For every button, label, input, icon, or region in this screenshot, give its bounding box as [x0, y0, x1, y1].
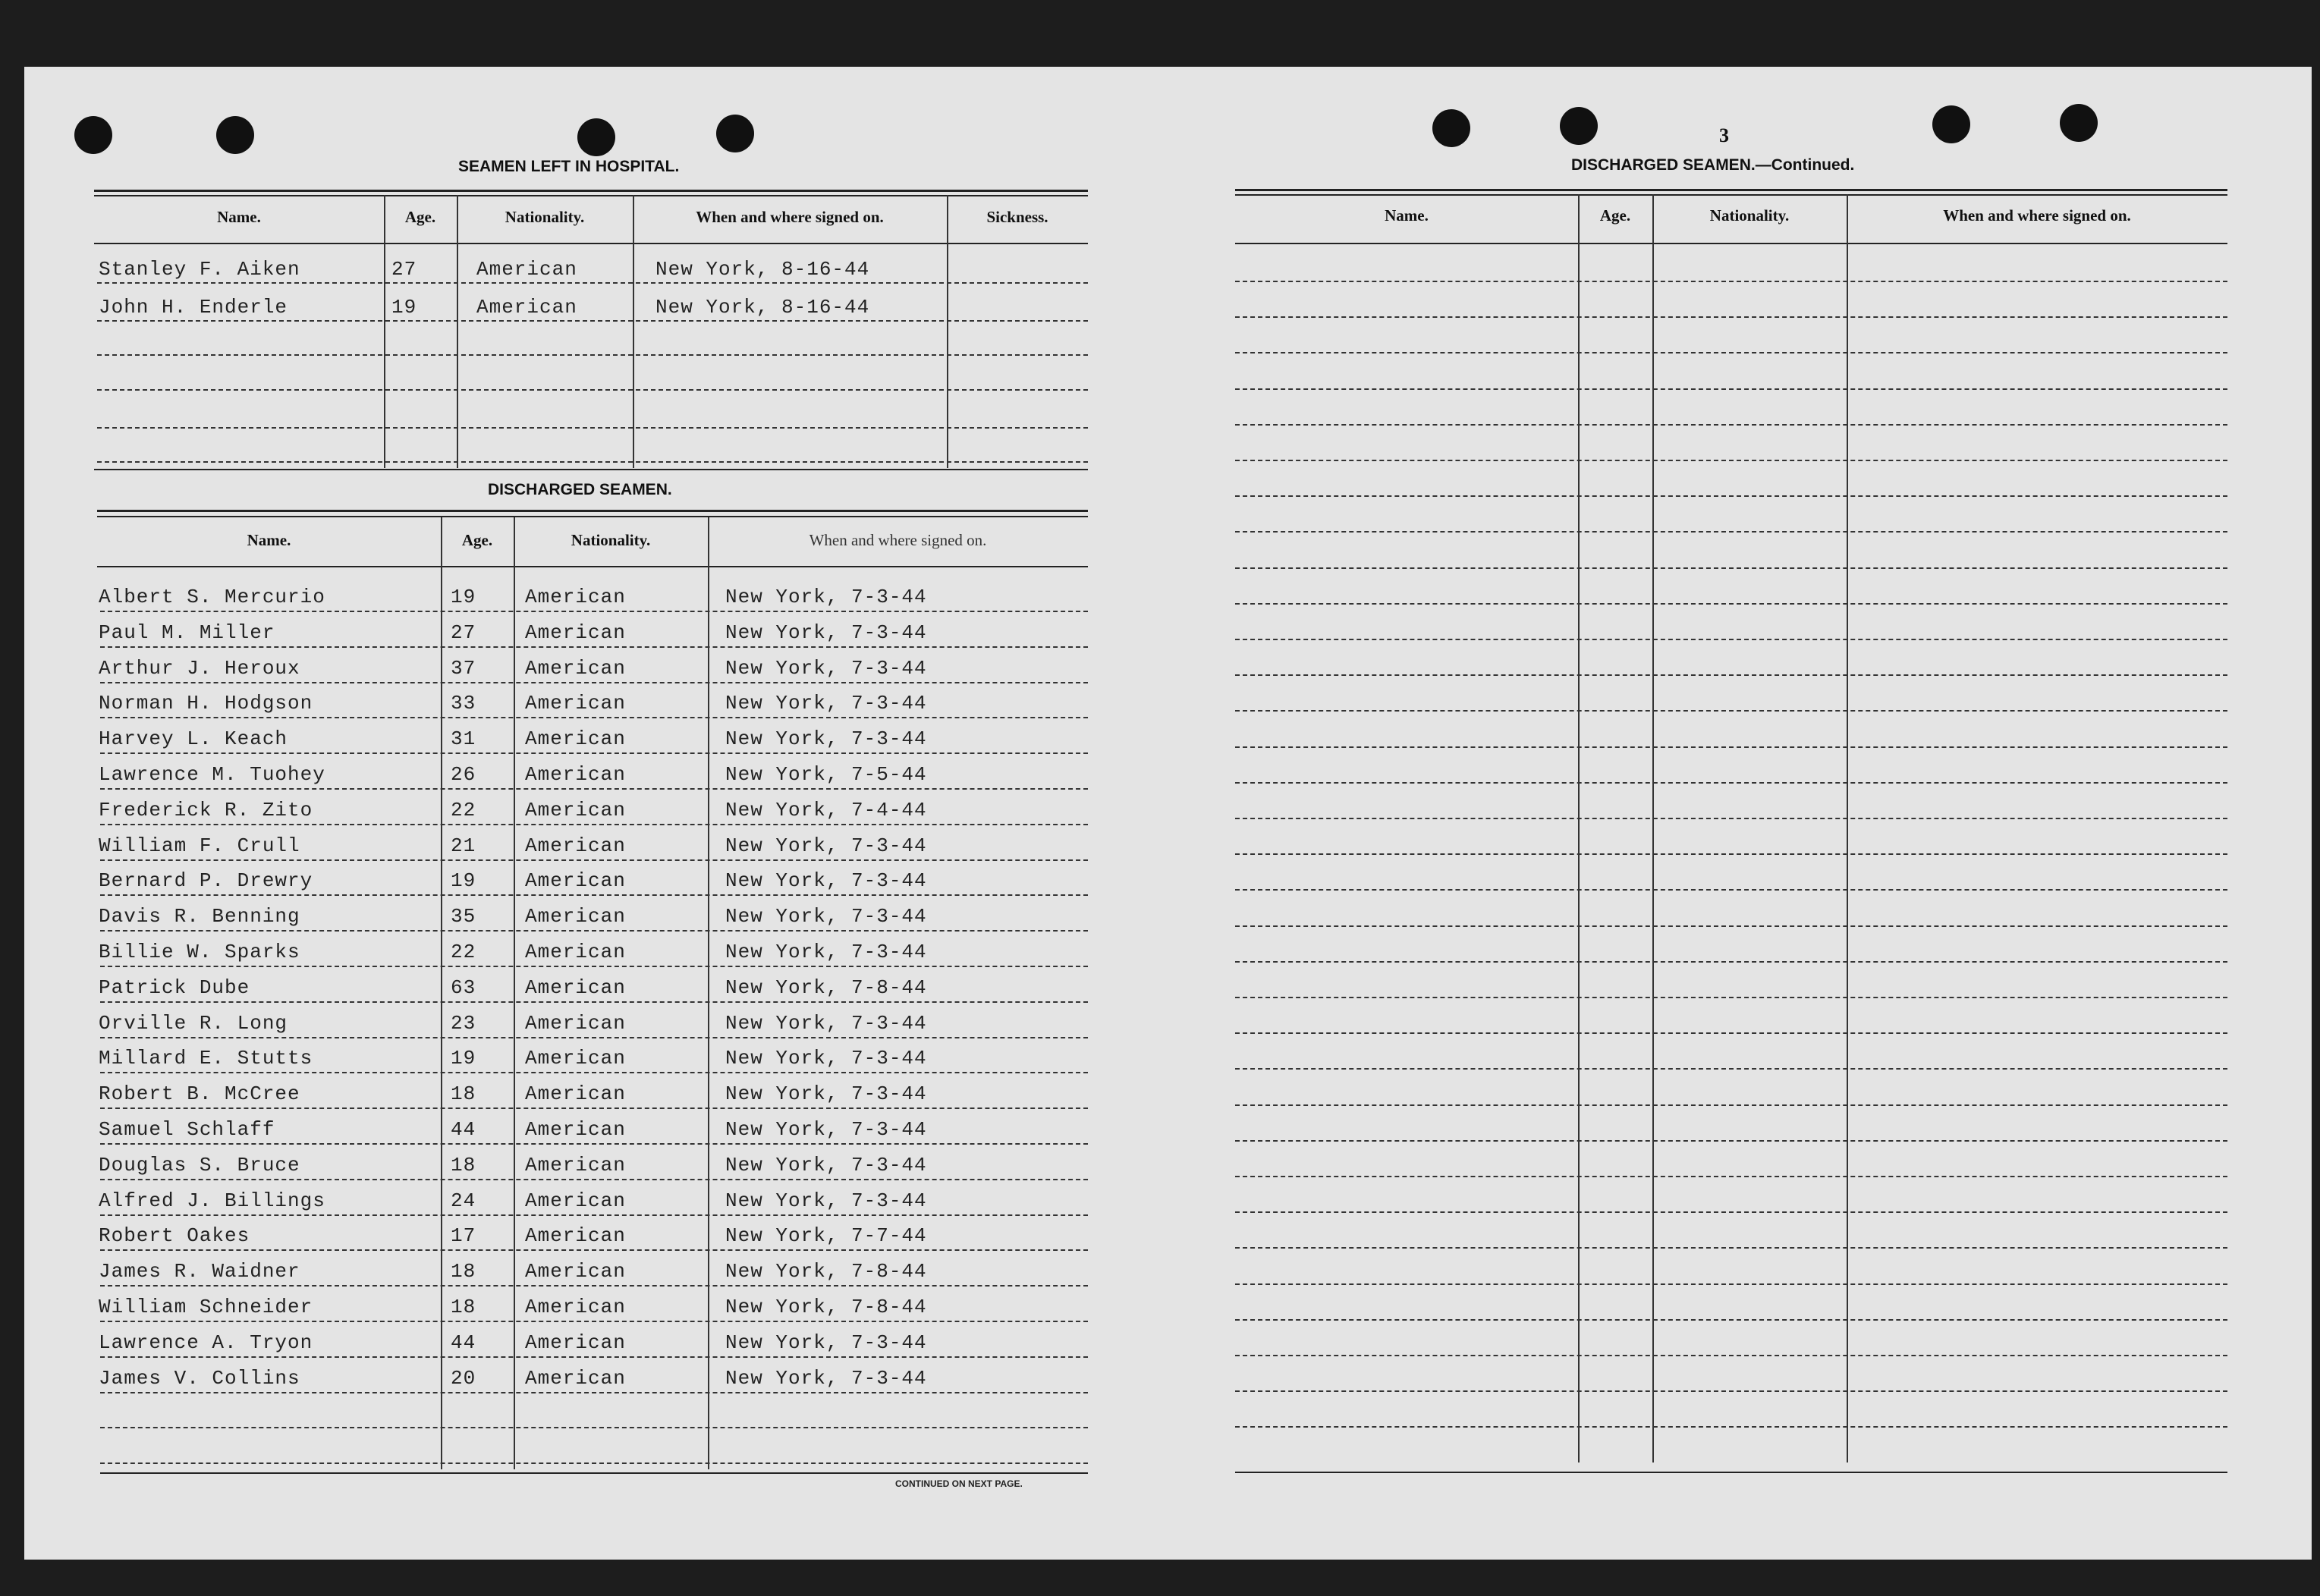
discharged-row-22-age: 44: [451, 1331, 476, 1354]
row-rule: [97, 320, 1088, 322]
discharged-col-divider: [708, 517, 709, 1469]
row-rule: [1235, 388, 2227, 390]
discharged-row-6-name: Lawrence M. Tuohey: [99, 763, 325, 786]
row-rule: [97, 461, 1088, 463]
discharged-row-13-nationality: American: [525, 1011, 626, 1035]
discharged-row-12-name: Patrick Dube: [99, 976, 250, 999]
row-rule: [100, 1143, 1088, 1145]
row-rule: [1235, 1319, 2227, 1321]
row-rule: [100, 1427, 1088, 1428]
row-rule: [100, 1214, 1088, 1216]
discharged-row-1-name: Albert S. Mercurio: [99, 586, 325, 608]
row-rule: [100, 1462, 1088, 1464]
row-rule: [100, 1356, 1088, 1358]
discharged-row-16-name: Samuel Schlaff: [99, 1118, 275, 1141]
discharged-bottom-rule: [100, 1472, 1088, 1474]
row-rule: [1235, 352, 2227, 353]
row-rule: [1235, 1032, 2227, 1034]
discharged-row-15-name: Robert B. McCree: [99, 1082, 300, 1106]
row-rule: [100, 1179, 1088, 1180]
discharged-row-6-signed-on: New York, 7-5-44: [725, 763, 927, 786]
discharged-row-7-signed-on: New York, 7-4-44: [725, 798, 927, 822]
discharged-row-14-name: Millard E. Stutts: [99, 1047, 313, 1070]
discharged-row-7-age: 22: [451, 798, 476, 822]
discharged-col-divider: [441, 517, 442, 1469]
discharged-row-9-age: 19: [451, 869, 476, 893]
discharged-row-15-nationality: American: [525, 1082, 626, 1106]
row-rule: [1235, 495, 2227, 497]
discharged-row-4-age: 33: [451, 692, 476, 715]
continued-col-divider: [1578, 194, 1580, 1462]
row-rule: [97, 427, 1088, 429]
continued-header-signed-on: When and where signed on.: [1943, 206, 2131, 225]
discharged-row-16-nationality: American: [525, 1118, 626, 1141]
discharged-row-21-signed-on: New York, 7-8-44: [725, 1296, 927, 1318]
hospital-top-rule-2: [94, 195, 1088, 196]
discharged-row-8-signed-on: New York, 7-3-44: [725, 834, 927, 857]
row-rule: [1235, 961, 2227, 963]
discharged-header-age: Age.: [461, 531, 493, 549]
discharged-col-divider: [514, 517, 515, 1469]
discharged-row-19-signed-on: New York, 7-7-44: [725, 1224, 927, 1248]
row-rule: [1235, 1176, 2227, 1177]
discharged-row-10-age: 35: [451, 905, 476, 928]
hospital-row-2-name: John H. Enderle: [99, 296, 288, 319]
row-rule: [1235, 424, 2227, 426]
discharged-row-14-signed-on: New York, 7-3-44: [725, 1047, 927, 1070]
row-rule: [1235, 316, 2227, 318]
discharged-row-7-name: Frederick R. Zito: [99, 798, 313, 822]
discharged-row-12-nationality: American: [525, 976, 626, 999]
continued-header-age: Age.: [1599, 206, 1631, 225]
discharged-row-4-nationality: American: [525, 692, 626, 715]
discharged-row-2-nationality: American: [525, 620, 626, 644]
discharged-row-16-signed-on: New York, 7-3-44: [725, 1118, 927, 1141]
discharged-row-22-name: Lawrence A. Tryon: [99, 1331, 313, 1354]
hospital-row-1-age: 27: [391, 258, 417, 281]
discharged-row-22-nationality: American: [525, 1331, 626, 1354]
hospital-row-1-signed-on: New York, 8-16-44: [655, 258, 870, 281]
discharged-row-1-age: 19: [451, 586, 476, 608]
hospital-row-1-nationality: American: [476, 258, 577, 281]
row-rule: [1235, 1355, 2227, 1356]
discharged-row-5-age: 31: [451, 727, 476, 751]
discharged-row-14-nationality: American: [525, 1047, 626, 1070]
discharged-row-23-signed-on: New York, 7-3-44: [725, 1366, 927, 1390]
row-rule: [100, 682, 1088, 683]
hospital-row-2-signed-on: New York, 8-16-44: [655, 296, 870, 319]
discharged-row-11-signed-on: New York, 7-3-44: [725, 941, 927, 963]
row-rule: [1235, 710, 2227, 712]
row-rule: [1235, 818, 2227, 819]
discharged-row-11-nationality: American: [525, 941, 626, 963]
continued-header-name: Name.: [1385, 206, 1429, 225]
row-rule: [100, 930, 1088, 932]
discharged-row-5-signed-on: New York, 7-3-44: [725, 727, 927, 751]
discharged-row-20-signed-on: New York, 7-8-44: [725, 1260, 927, 1283]
row-rule: [1235, 853, 2227, 855]
discharged-row-9-name: Bernard P. Drewry: [99, 869, 313, 893]
row-rule: [100, 1001, 1088, 1003]
hospital-header-signed-on: When and where signed on.: [696, 208, 884, 226]
row-rule: [1235, 746, 2227, 748]
discharged-row-12-age: 63: [451, 976, 476, 999]
discharged-row-11-name: Billie W. Sparks: [99, 941, 300, 963]
discharged-row-20-age: 18: [451, 1260, 476, 1283]
discharged-row-10-name: Davis R. Benning: [99, 905, 300, 928]
punch-hole: [216, 116, 254, 154]
discharged-row-2-name: Paul M. Miller: [99, 620, 275, 644]
discharged-row-8-nationality: American: [525, 834, 626, 857]
punch-hole: [2060, 104, 2098, 142]
discharged-header-nationality: Nationality.: [571, 531, 651, 549]
discharged-row-12-signed-on: New York, 7-8-44: [725, 976, 927, 999]
document-sheet: [24, 67, 2312, 1560]
discharged-row-5-nationality: American: [525, 727, 626, 751]
discharged-row-13-age: 23: [451, 1011, 476, 1035]
punch-hole: [74, 116, 112, 154]
discharged-row-23-age: 20: [451, 1366, 476, 1390]
discharged-row-3-name: Arthur J. Heroux: [99, 656, 300, 680]
hospital-header-age: Age.: [404, 208, 436, 226]
discharged-row-3-age: 37: [451, 656, 476, 680]
row-rule: [100, 1285, 1088, 1287]
discharged-row-9-signed-on: New York, 7-3-44: [725, 869, 927, 893]
discharged-row-14-age: 19: [451, 1047, 476, 1070]
discharged-row-6-nationality: American: [525, 763, 626, 786]
punch-hole: [1560, 107, 1598, 145]
row-rule: [100, 966, 1088, 967]
discharged-row-19-age: 17: [451, 1224, 476, 1248]
row-rule: [100, 611, 1088, 612]
discharged-row-19-name: Robert Oakes: [99, 1224, 250, 1248]
discharged-row-3-nationality: American: [525, 656, 626, 680]
row-rule: [1235, 460, 2227, 461]
row-rule: [100, 1249, 1088, 1251]
discharged-row-18-signed-on: New York, 7-3-44: [725, 1189, 927, 1212]
continued-bottom-rule: [1235, 1472, 2227, 1473]
discharged-row-8-age: 21: [451, 834, 476, 857]
hospital-row-1-name: Stanley F. Aiken: [99, 258, 300, 281]
row-rule: [97, 354, 1088, 356]
row-rule: [100, 752, 1088, 754]
discharged-row-10-nationality: American: [525, 905, 626, 928]
row-rule: [1235, 603, 2227, 605]
row-rule: [100, 859, 1088, 861]
discharged-row-18-name: Alfred J. Billings: [99, 1189, 325, 1212]
row-rule: [1235, 925, 2227, 927]
discharged-section-title: DISCHARGED SEAMEN.: [488, 481, 672, 498]
row-rule: [1235, 639, 2227, 640]
hospital-bottom-rule: [94, 469, 1088, 470]
discharged-row-11-age: 22: [451, 941, 476, 963]
row-rule: [100, 646, 1088, 648]
punch-hole: [577, 118, 615, 156]
row-rule: [97, 389, 1088, 391]
row-rule: [97, 282, 1088, 284]
row-rule: [1235, 1390, 2227, 1392]
row-rule: [100, 1321, 1088, 1322]
discharged-row-17-nationality: American: [525, 1153, 626, 1177]
discharged-row-2-signed-on: New York, 7-3-44: [725, 620, 927, 644]
discharged-row-6-age: 26: [451, 763, 476, 786]
discharged-top-rule: [97, 510, 1088, 512]
row-rule: [100, 1072, 1088, 1073]
discharged-row-17-signed-on: New York, 7-3-44: [725, 1153, 927, 1177]
discharged-row-10-signed-on: New York, 7-3-44: [725, 905, 927, 928]
discharged-row-17-name: Douglas S. Bruce: [99, 1153, 300, 1177]
discharged-row-9-nationality: American: [525, 869, 626, 893]
row-rule: [1235, 1104, 2227, 1106]
punch-hole: [1432, 109, 1470, 147]
discharged-row-7-nationality: American: [525, 798, 626, 822]
continued-col-divider: [1847, 194, 1848, 1462]
row-rule: [1235, 567, 2227, 569]
hospital-header-nationality: Nationality.: [505, 208, 585, 226]
discharged-row-8-name: William F. Crull: [99, 834, 300, 857]
continued-section-title: DISCHARGED SEAMEN.—Continued.: [1571, 156, 1855, 174]
row-rule: [1235, 674, 2227, 676]
row-rule: [100, 1037, 1088, 1038]
punch-hole: [1932, 105, 1970, 143]
row-rule: [1235, 1283, 2227, 1285]
hospital-top-rule: [94, 190, 1088, 192]
row-rule: [1235, 889, 2227, 891]
discharged-row-1-nationality: American: [525, 586, 626, 608]
row-rule: [100, 894, 1088, 896]
hospital-header-sickness: Sickness.: [986, 208, 1048, 226]
discharged-row-19-nationality: American: [525, 1224, 626, 1248]
row-rule: [1235, 1247, 2227, 1249]
discharged-header-signed-on: When and where signed on.: [809, 531, 987, 549]
discharged-row-23-nationality: American: [525, 1366, 626, 1390]
row-rule: [100, 1107, 1088, 1109]
continued-header-rule: [1235, 243, 2227, 244]
punch-hole: [716, 115, 754, 152]
discharged-row-5-name: Harvey L. Keach: [99, 727, 288, 751]
page-number: 3: [1719, 124, 1729, 146]
discharged-header-name: Name.: [247, 531, 291, 549]
discharged-row-2-age: 27: [451, 620, 476, 644]
discharged-row-3-signed-on: New York, 7-3-44: [725, 656, 927, 680]
continued-col-divider: [1652, 194, 1654, 1462]
row-rule: [1235, 1211, 2227, 1213]
row-rule: [1235, 997, 2227, 998]
hospital-header-rule: [94, 243, 1088, 244]
discharged-row-20-nationality: American: [525, 1260, 626, 1283]
hospital-section-title: SEAMEN LEFT IN HOSPITAL.: [458, 158, 680, 175]
discharged-row-23-name: James V. Collins: [99, 1366, 300, 1390]
discharged-row-21-nationality: American: [525, 1296, 626, 1318]
discharged-top-rule-2: [97, 516, 1088, 517]
discharged-row-18-nationality: American: [525, 1189, 626, 1212]
discharged-row-15-signed-on: New York, 7-3-44: [725, 1082, 927, 1106]
row-rule: [100, 717, 1088, 718]
continued-header-nationality: Nationality.: [1709, 206, 1790, 225]
discharged-row-15-age: 18: [451, 1082, 476, 1106]
row-rule: [100, 824, 1088, 825]
discharged-header-rule: [97, 566, 1088, 567]
hospital-row-2-age: 19: [391, 296, 417, 319]
discharged-row-13-name: Orville R. Long: [99, 1011, 288, 1035]
row-rule: [1235, 1068, 2227, 1070]
continued-top-rule: [1235, 189, 2227, 191]
discharged-row-18-age: 24: [451, 1189, 476, 1212]
discharged-row-4-name: Norman H. Hodgson: [99, 692, 313, 715]
row-rule: [100, 788, 1088, 790]
row-rule: [100, 1392, 1088, 1393]
continued-top-rule-2: [1235, 194, 2227, 196]
discharged-row-20-name: James R. Waidner: [99, 1260, 300, 1283]
discharged-row-22-signed-on: New York, 7-3-44: [725, 1331, 927, 1354]
discharged-row-17-age: 18: [451, 1153, 476, 1177]
discharged-row-13-signed-on: New York, 7-3-44: [725, 1011, 927, 1035]
discharged-row-16-age: 44: [451, 1118, 476, 1141]
row-rule: [1235, 281, 2227, 282]
row-rule: [1235, 1426, 2227, 1428]
discharged-row-1-signed-on: New York, 7-3-44: [725, 586, 927, 608]
discharged-row-4-signed-on: New York, 7-3-44: [725, 692, 927, 715]
discharged-row-21-name: William Schneider: [99, 1296, 313, 1318]
hospital-header-name: Name.: [217, 208, 261, 226]
hospital-row-2-nationality: American: [476, 296, 577, 319]
discharged-row-21-age: 18: [451, 1296, 476, 1318]
row-rule: [1235, 531, 2227, 533]
row-rule: [1235, 782, 2227, 784]
continued-note: CONTINUED ON NEXT PAGE.: [895, 1478, 1023, 1489]
row-rule: [1235, 1140, 2227, 1142]
